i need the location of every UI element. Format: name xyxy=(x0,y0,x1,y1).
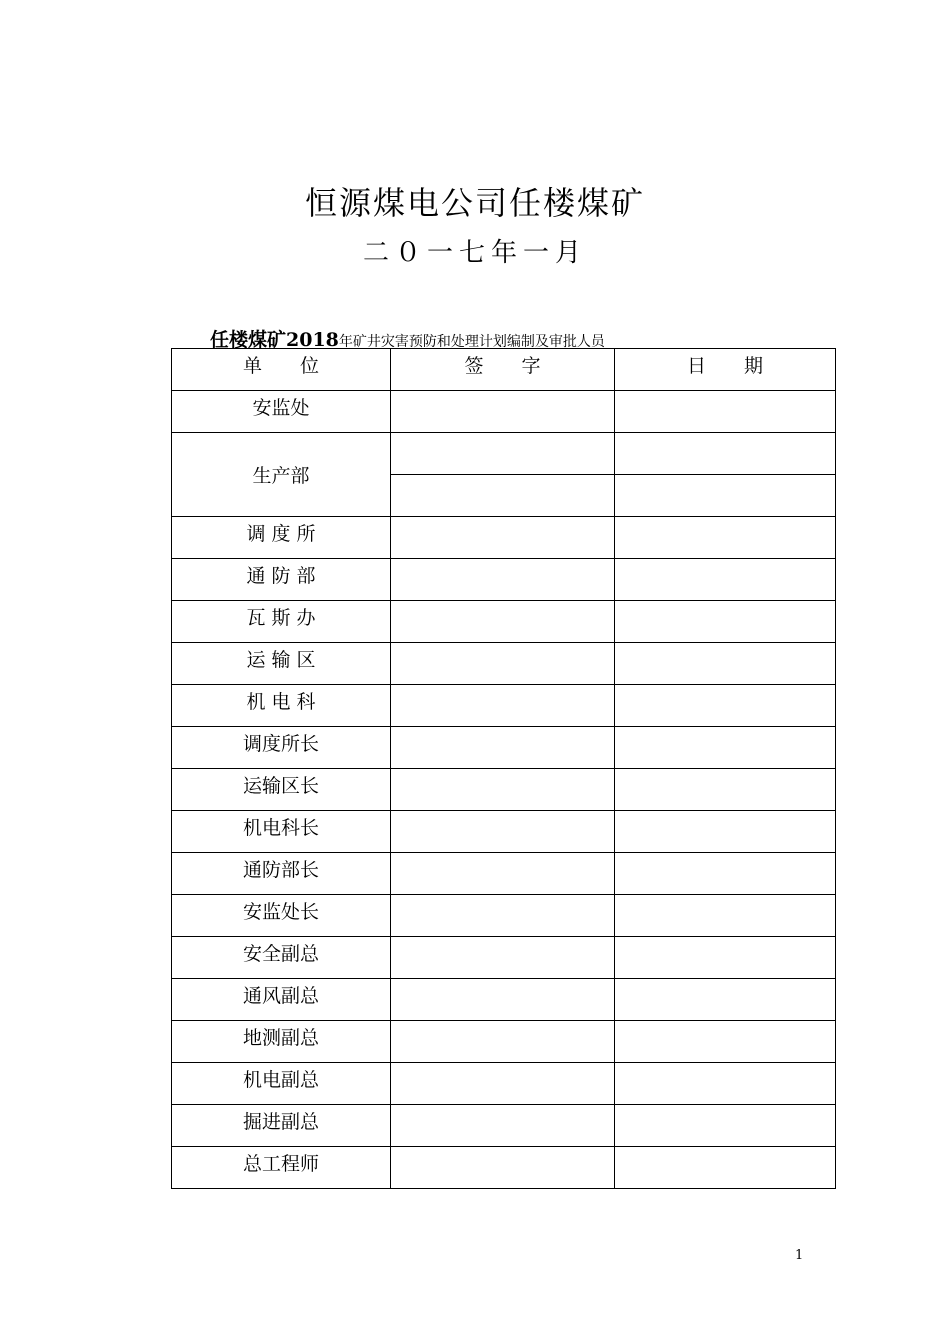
signature-cell[interactable] xyxy=(391,685,615,727)
signature-cell[interactable] xyxy=(391,1147,615,1189)
signature-cell[interactable] xyxy=(391,769,615,811)
unit-cell: 机电科长 xyxy=(172,811,391,853)
table-row xyxy=(172,643,836,685)
header-unit: 单 位 xyxy=(172,349,391,391)
unit-cell: 通防部长 xyxy=(172,853,391,895)
date-cell[interactable] xyxy=(615,853,836,895)
date-cell[interactable] xyxy=(615,517,836,559)
table-row xyxy=(172,727,836,769)
date-cell[interactable] xyxy=(615,391,836,433)
unit-cell: 总工程师 xyxy=(172,1147,391,1189)
table-row xyxy=(172,1021,836,1063)
unit-cell: 通 防 部 xyxy=(172,559,391,601)
unit-cell: 安监处长 xyxy=(172,895,391,937)
signature-cell[interactable] xyxy=(391,895,615,937)
table-row xyxy=(172,601,836,643)
unit-cell: 瓦 斯 办 xyxy=(172,601,391,643)
date-cell[interactable] xyxy=(615,769,836,811)
unit-cell: 安监处 xyxy=(172,391,391,433)
table-row xyxy=(172,979,836,1021)
caption-rest: 年矿井灾害预防和处理计划编制及审批人员 xyxy=(338,334,605,350)
table-row xyxy=(172,559,836,601)
signature-cell[interactable] xyxy=(391,559,615,601)
table-row xyxy=(172,853,836,895)
date-cell[interactable] xyxy=(615,979,836,1021)
signature-cell[interactable] xyxy=(391,853,615,895)
signature-cell[interactable] xyxy=(391,601,615,643)
table-row xyxy=(172,517,836,559)
table-row xyxy=(172,811,836,853)
table-row xyxy=(172,1063,836,1105)
table-row xyxy=(172,433,836,475)
date-cell[interactable] xyxy=(615,727,836,769)
table-row xyxy=(172,1147,836,1189)
table-header-row xyxy=(172,349,836,391)
date-cell[interactable] xyxy=(615,685,836,727)
page-title: 恒源煤电公司任楼煤矿 xyxy=(304,184,645,222)
unit-cell: 掘进副总 xyxy=(172,1105,391,1147)
date-cell[interactable] xyxy=(615,1105,836,1147)
unit-cell: 运 输 区 xyxy=(172,643,391,685)
table-row xyxy=(172,685,836,727)
date-cell[interactable] xyxy=(615,433,836,475)
date-cell[interactable] xyxy=(615,1147,836,1189)
signature-cell[interactable] xyxy=(391,517,615,559)
page-number: 1 xyxy=(795,1248,804,1263)
signature-cell[interactable] xyxy=(391,1105,615,1147)
date-cell[interactable] xyxy=(615,475,836,517)
date-cell[interactable] xyxy=(615,559,836,601)
signature-cell[interactable] xyxy=(391,391,615,433)
header-date: 日 期 xyxy=(615,349,836,391)
date-cell[interactable] xyxy=(615,1021,836,1063)
signature-table xyxy=(171,348,836,1189)
signature-cell[interactable] xyxy=(391,643,615,685)
unit-cell: 机 电 科 xyxy=(172,685,391,727)
signature-cell[interactable] xyxy=(391,1021,615,1063)
unit-cell: 生产部 xyxy=(172,433,391,517)
unit-cell: 机电副总 xyxy=(172,1063,391,1105)
signature-cell[interactable] xyxy=(391,433,615,475)
unit-cell: 调度所长 xyxy=(172,727,391,769)
date-cell[interactable] xyxy=(615,643,836,685)
caption-bold: 任楼煤矿2018 xyxy=(210,329,339,351)
signature-cell[interactable] xyxy=(391,979,615,1021)
unit-cell: 通风副总 xyxy=(172,979,391,1021)
unit-cell: 运输区长 xyxy=(172,769,391,811)
table-row xyxy=(172,1105,836,1147)
table-row xyxy=(172,769,836,811)
unit-cell: 地测副总 xyxy=(172,1021,391,1063)
date-cell[interactable] xyxy=(615,601,836,643)
page-date: 二０一七年一月 xyxy=(362,238,587,268)
header-signature: 签 字 xyxy=(391,349,615,391)
signature-cell[interactable] xyxy=(391,811,615,853)
date-cell[interactable] xyxy=(615,1063,836,1105)
table-row xyxy=(172,391,836,433)
unit-cell: 安全副总 xyxy=(172,937,391,979)
signature-cell[interactable] xyxy=(391,1063,615,1105)
unit-cell: 调 度 所 xyxy=(172,517,391,559)
signature-cell[interactable] xyxy=(391,727,615,769)
signature-cell[interactable] xyxy=(391,475,615,517)
signature-cell[interactable] xyxy=(391,937,615,979)
table-row xyxy=(172,895,836,937)
date-cell[interactable] xyxy=(615,811,836,853)
table-row xyxy=(172,937,836,979)
date-cell[interactable] xyxy=(615,937,836,979)
date-cell[interactable] xyxy=(615,895,836,937)
